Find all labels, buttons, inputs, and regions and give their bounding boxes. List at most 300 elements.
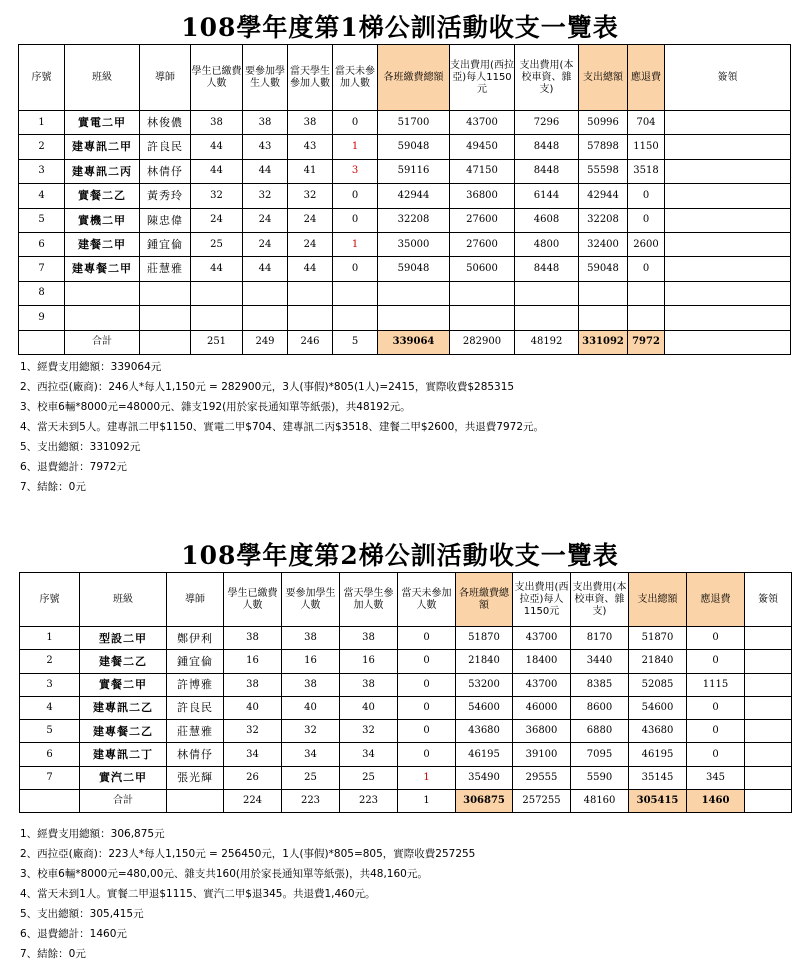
note-line: 3、校車6輛*8000元=480,00元、雜支共160(用於家長通知單等紙張)，共48,160元。	[20, 868, 428, 880]
total-planned: 249	[243, 330, 288, 354]
cell-refund: 0	[687, 627, 745, 650]
total-paid: 224	[224, 790, 282, 813]
cell-teacher: 林俊儂	[140, 111, 191, 135]
cell-expense-total: 21840	[629, 650, 687, 673]
total-fee-total: 339064	[378, 330, 450, 354]
cell-teacher: 鄭伊利	[167, 627, 224, 650]
cell-absent: 0	[398, 696, 456, 719]
cell-refund: 2600	[628, 232, 665, 256]
cell-attended: 25	[340, 766, 398, 789]
cell-expense-vendor: 47150	[450, 159, 515, 183]
cell-expense-vendor: 43700	[450, 111, 515, 135]
note-line: 5、支出總額：305,415元	[20, 908, 144, 920]
cell-teacher: 黃秀玲	[140, 184, 191, 208]
table-row	[19, 111, 791, 135]
cell-expense-vendor: 29555	[513, 766, 571, 789]
cell-absent: 1	[333, 135, 378, 159]
cell-refund: 0	[687, 743, 745, 766]
total-teacher	[167, 790, 224, 813]
total-planned: 223	[282, 790, 340, 813]
header-expense-total: 支出總額	[629, 573, 687, 627]
table-row	[20, 743, 792, 766]
cell-class: 建專訊二丙	[65, 159, 140, 183]
table-row	[20, 696, 792, 719]
cell-expense-vendor	[450, 281, 515, 305]
cell-expense-vendor: 50600	[450, 257, 515, 281]
cell-refund: 345	[687, 766, 745, 789]
cell-attended: 32	[288, 184, 333, 208]
total-teacher	[140, 330, 191, 354]
cell-seq: 7	[20, 766, 80, 789]
cell-absent: 0	[333, 184, 378, 208]
cell-refund: 704	[628, 111, 665, 135]
cell-seq: 8	[19, 281, 65, 305]
cell-paid: 34	[224, 743, 282, 766]
cell-attended: 40	[340, 696, 398, 719]
cell-expense-vendor	[450, 306, 515, 330]
table-row	[20, 766, 792, 789]
cell-class	[65, 306, 140, 330]
cell-paid: 44	[191, 159, 243, 183]
cell-expense-bus: 8170	[571, 627, 629, 650]
cell-planned: 16	[282, 650, 340, 673]
cell-refund: 0	[687, 650, 745, 673]
header-row	[20, 573, 792, 627]
cell-class: 建專訊二丁	[80, 743, 167, 766]
cell-planned	[243, 281, 288, 305]
cell-planned: 44	[243, 257, 288, 281]
cell-teacher: 許博雅	[167, 673, 224, 696]
cell-absent	[333, 281, 378, 305]
table1-notes	[20, 357, 544, 497]
cell-refund: 1115	[687, 673, 745, 696]
cell-fee-total: 54600	[456, 696, 513, 719]
header-teacher: 導師	[167, 573, 224, 627]
cell-paid: 25	[191, 232, 243, 256]
total-signature	[745, 790, 792, 813]
cell-fee-total: 43680	[456, 720, 513, 743]
header-expense-vendor: 支出費用(西拉亞)每人1150元	[513, 573, 571, 627]
cell-refund: 1150	[628, 135, 665, 159]
cell-planned: 32	[282, 720, 340, 743]
cell-signature	[665, 257, 791, 281]
cell-expense-total	[579, 281, 628, 305]
cell-planned: 38	[243, 111, 288, 135]
cell-seq: 1	[20, 627, 80, 650]
cell-refund: 0	[628, 184, 665, 208]
cell-signature	[745, 720, 792, 743]
cell-expense-vendor: 46000	[513, 696, 571, 719]
cell-planned	[243, 306, 288, 330]
total-paid: 251	[191, 330, 243, 354]
cell-fee-total: 46195	[456, 743, 513, 766]
cell-expense-bus: 7296	[515, 111, 579, 135]
total-expense-vendor: 282900	[450, 330, 515, 354]
cell-expense-total: 42944	[579, 184, 628, 208]
cell-class: 建專訊二甲	[65, 135, 140, 159]
cell-attended	[288, 281, 333, 305]
note-line: 4、當天未到1人。實餐二甲退$1115、實汽二甲$退345。共退費1,460元。	[20, 888, 376, 900]
note-line: 6、退費總計：7972元	[20, 461, 127, 473]
cell-attended: 16	[340, 650, 398, 673]
cell-attended: 24	[288, 208, 333, 232]
cell-signature	[665, 208, 791, 232]
table-row	[20, 650, 792, 673]
cell-expense-bus: 8448	[515, 135, 579, 159]
note-line: 2、西拉亞(廠商)：223人*每人1,150元 = 256450元，1人(事假)*805=805，實際收費257255	[20, 848, 476, 860]
header-paid: 學生已繳費人數	[224, 573, 282, 627]
total-signature	[665, 330, 791, 354]
cell-signature	[745, 743, 792, 766]
cell-class: 實機二甲	[65, 208, 140, 232]
header-teacher: 導師	[140, 45, 191, 111]
cell-paid: 16	[224, 650, 282, 673]
table-row	[20, 673, 792, 696]
table-row	[19, 159, 791, 183]
cell-seq: 6	[20, 743, 80, 766]
cell-expense-vendor: 36800	[513, 720, 571, 743]
cell-seq: 6	[19, 232, 65, 256]
total-attended: 246	[288, 330, 333, 354]
cell-paid: 40	[224, 696, 282, 719]
cell-signature	[665, 232, 791, 256]
cell-attended: 24	[288, 232, 333, 256]
cell-class: 實餐二甲	[80, 673, 167, 696]
cell-expense-vendor: 39100	[513, 743, 571, 766]
cell-attended: 32	[340, 720, 398, 743]
cell-signature	[745, 766, 792, 789]
table-row	[19, 184, 791, 208]
cell-expense-total	[579, 306, 628, 330]
total-absent: 1	[398, 790, 456, 813]
cell-planned: 38	[282, 627, 340, 650]
total-expense-vendor: 257255	[513, 790, 571, 813]
header-expense-bus: 支出費用(本校車資、雜支)	[515, 45, 579, 111]
cell-class: 建餐二乙	[80, 650, 167, 673]
total-expense-bus: 48192	[515, 330, 579, 354]
note-line: 3、校車6輛*8000元=48000元、雜支192(用於家長通知單等紙張)，共48192元。	[20, 401, 411, 413]
header-class: 班級	[80, 573, 167, 627]
cell-seq: 3	[19, 159, 65, 183]
cell-attended	[288, 306, 333, 330]
total-expense-total: 305415	[629, 790, 687, 813]
note-line: 6、退費總計：1460元	[20, 928, 127, 940]
cell-expense-bus: 3440	[571, 650, 629, 673]
cell-paid	[191, 306, 243, 330]
cell-absent: 3	[333, 159, 378, 183]
note-line: 4、當天未到5人。建專訊二甲$1150、實電二甲$704、建專訊二丙$3518、建餐二甲$2600，共退費7972元。	[20, 421, 545, 433]
cell-paid: 38	[224, 673, 282, 696]
table-row	[19, 306, 791, 330]
header-refund: 應退費	[628, 45, 665, 111]
cell-expense-vendor: 27600	[450, 208, 515, 232]
cell-expense-total: 54600	[629, 696, 687, 719]
cell-expense-bus: 8448	[515, 159, 579, 183]
header-seq: 序號	[20, 573, 80, 627]
cell-teacher: 莊慧雅	[167, 720, 224, 743]
cell-class	[65, 281, 140, 305]
cell-refund: 0	[628, 208, 665, 232]
cell-expense-total: 35145	[629, 766, 687, 789]
cell-seq: 4	[20, 696, 80, 719]
cell-signature	[745, 673, 792, 696]
cell-teacher: 莊慧雅	[140, 257, 191, 281]
table-row	[19, 135, 791, 159]
table2	[19, 572, 792, 813]
cell-fee-total: 32208	[378, 208, 450, 232]
cell-planned: 25	[282, 766, 340, 789]
cell-expense-total: 32208	[579, 208, 628, 232]
header-planned: 要參加學生人數	[282, 573, 340, 627]
cell-signature	[665, 111, 791, 135]
total-fee-total: 306875	[456, 790, 513, 813]
cell-signature	[665, 306, 791, 330]
cell-expense-vendor: 18400	[513, 650, 571, 673]
cell-fee-total: 35490	[456, 766, 513, 789]
cell-absent: 0	[333, 111, 378, 135]
cell-expense-total: 55598	[579, 159, 628, 183]
cell-paid: 44	[191, 257, 243, 281]
cell-planned: 44	[243, 159, 288, 183]
cell-class: 實電二甲	[65, 111, 140, 135]
cell-paid: 24	[191, 208, 243, 232]
cell-absent: 0	[398, 743, 456, 766]
cell-expense-bus: 8600	[571, 696, 629, 719]
cell-expense-total: 57898	[579, 135, 628, 159]
header-planned: 要參加學生人數	[243, 45, 288, 111]
cell-absent: 1	[398, 766, 456, 789]
cell-signature	[665, 184, 791, 208]
cell-expense-bus: 4800	[515, 232, 579, 256]
cell-paid: 44	[191, 135, 243, 159]
cell-planned: 24	[243, 232, 288, 256]
cell-attended: 34	[340, 743, 398, 766]
cell-class: 建餐二甲	[65, 232, 140, 256]
cell-signature	[665, 135, 791, 159]
note-line: 5、支出總額：331092元	[20, 441, 141, 453]
cell-attended: 44	[288, 257, 333, 281]
cell-expense-vendor: 43700	[513, 627, 571, 650]
cell-fee-total: 21840	[456, 650, 513, 673]
cell-class: 實汽二甲	[80, 766, 167, 789]
cell-seq: 9	[19, 306, 65, 330]
table-row	[20, 627, 792, 650]
cell-expense-total: 46195	[629, 743, 687, 766]
cell-signature	[745, 650, 792, 673]
table-row	[19, 208, 791, 232]
cell-refund	[628, 281, 665, 305]
cell-expense-bus	[515, 306, 579, 330]
cell-paid	[191, 281, 243, 305]
header-expense-total: 支出總額	[579, 45, 628, 111]
header-row	[19, 45, 791, 111]
cell-expense-total: 43680	[629, 720, 687, 743]
cell-seq: 2	[20, 650, 80, 673]
header-absent: 當天未參加人數	[398, 573, 456, 627]
cell-fee-total: 59116	[378, 159, 450, 183]
cell-seq: 2	[19, 135, 65, 159]
total-attended: 223	[340, 790, 398, 813]
cell-expense-bus: 6880	[571, 720, 629, 743]
header-fee-total: 各班繳費總額	[456, 573, 513, 627]
total-absent: 5	[333, 330, 378, 354]
cell-planned: 24	[243, 208, 288, 232]
header-signature: 簽領	[665, 45, 791, 111]
header-fee-total: 各班繳費總額	[378, 45, 450, 111]
cell-fee-total	[378, 281, 450, 305]
cell-class: 建專訊二乙	[80, 696, 167, 719]
note-line: 1、經費支用總額：339064元	[20, 361, 162, 373]
cell-class: 型設二甲	[80, 627, 167, 650]
header-seq: 序號	[19, 45, 65, 111]
header-attended: 當天學生參加人數	[288, 45, 333, 111]
total-row	[20, 790, 792, 813]
table-row	[19, 232, 791, 256]
cell-refund: 0	[628, 257, 665, 281]
cell-seq: 1	[19, 111, 65, 135]
cell-planned: 32	[243, 184, 288, 208]
header-class: 班級	[65, 45, 140, 111]
cell-teacher: 鍾宜倫	[140, 232, 191, 256]
cell-attended: 38	[288, 111, 333, 135]
cell-class: 實餐二乙	[65, 184, 140, 208]
header-refund: 應退費	[687, 573, 745, 627]
total-refund: 7972	[628, 330, 665, 354]
cell-refund	[628, 306, 665, 330]
cell-paid: 38	[191, 111, 243, 135]
cell-teacher: 陳忠偉	[140, 208, 191, 232]
cell-attended: 38	[340, 627, 398, 650]
cell-paid: 32	[191, 184, 243, 208]
cell-teacher: 林倩伃	[140, 159, 191, 183]
cell-absent: 0	[333, 257, 378, 281]
table2-notes	[20, 824, 475, 964]
table1-title: 108學年度第1梯公訓活動收支一覽表	[181, 13, 619, 42]
table-row	[19, 281, 791, 305]
cell-attended: 41	[288, 159, 333, 183]
cell-signature	[665, 159, 791, 183]
total-class: 合計	[65, 330, 140, 354]
cell-attended: 38	[340, 673, 398, 696]
cell-expense-total: 51870	[629, 627, 687, 650]
cell-absent: 0	[398, 673, 456, 696]
cell-seq: 7	[19, 257, 65, 281]
cell-seq: 5	[20, 720, 80, 743]
cell-teacher	[140, 281, 191, 305]
cell-seq: 4	[19, 184, 65, 208]
total-expense-total: 331092	[579, 330, 628, 354]
cell-fee-total	[378, 306, 450, 330]
cell-fee-total: 42944	[378, 184, 450, 208]
table1	[18, 44, 791, 355]
table2-title: 108學年度第2梯公訓活動收支一覽表	[181, 541, 619, 570]
cell-paid: 38	[224, 627, 282, 650]
cell-absent: 1	[333, 232, 378, 256]
cell-paid: 26	[224, 766, 282, 789]
cell-refund: 0	[687, 720, 745, 743]
cell-expense-bus	[515, 281, 579, 305]
cell-expense-bus: 8385	[571, 673, 629, 696]
total-seq	[20, 790, 80, 813]
header-expense-bus: 支出費用(本校車資、雜支)	[571, 573, 629, 627]
cell-teacher: 鍾宜倫	[167, 650, 224, 673]
cell-expense-bus: 5590	[571, 766, 629, 789]
cell-planned: 43	[243, 135, 288, 159]
cell-paid: 32	[224, 720, 282, 743]
cell-absent: 0	[398, 627, 456, 650]
cell-fee-total: 51700	[378, 111, 450, 135]
cell-expense-bus: 8448	[515, 257, 579, 281]
cell-absent: 0	[398, 650, 456, 673]
total-refund: 1460	[687, 790, 745, 813]
header-expense-vendor: 支出費用(西拉亞)每人1150元	[450, 45, 515, 111]
cell-absent: 0	[333, 208, 378, 232]
cell-expense-bus: 4608	[515, 208, 579, 232]
cell-fee-total: 51870	[456, 627, 513, 650]
cell-expense-bus: 6144	[515, 184, 579, 208]
header-signature: 簽領	[745, 573, 792, 627]
note-line: 2、西拉亞(廠商)：246人*每人1,150元 = 282900元，3人(事假)*805(1人)=2415，實際收費$285315	[20, 381, 515, 393]
cell-teacher: 林倩伃	[167, 743, 224, 766]
note-line: 1、經費支用總額：306,875元	[20, 828, 165, 840]
cell-signature	[745, 696, 792, 719]
cell-teacher: 張光輝	[167, 766, 224, 789]
cell-expense-total: 59048	[579, 257, 628, 281]
cell-fee-total: 35000	[378, 232, 450, 256]
cell-attended: 43	[288, 135, 333, 159]
cell-fee-total: 59048	[378, 257, 450, 281]
cell-refund: 3518	[628, 159, 665, 183]
cell-signature	[665, 281, 791, 305]
cell-expense-bus: 7095	[571, 743, 629, 766]
table-row	[20, 720, 792, 743]
cell-absent	[333, 306, 378, 330]
header-absent: 當天未參加人數	[333, 45, 378, 111]
cell-expense-vendor: 49450	[450, 135, 515, 159]
cell-expense-vendor: 27600	[450, 232, 515, 256]
note-line: 7、結餘：0元	[20, 481, 86, 493]
cell-seq: 5	[19, 208, 65, 232]
total-seq	[19, 330, 65, 354]
cell-class: 建專餐二甲	[65, 257, 140, 281]
cell-class: 建專餐二乙	[80, 720, 167, 743]
total-row	[19, 330, 791, 354]
cell-expense-vendor: 43700	[513, 673, 571, 696]
cell-fee-total: 59048	[378, 135, 450, 159]
cell-planned: 40	[282, 696, 340, 719]
cell-planned: 38	[282, 673, 340, 696]
header-attended: 當天學生參加人數	[340, 573, 398, 627]
cell-expense-vendor: 36800	[450, 184, 515, 208]
cell-teacher: 許良民	[140, 135, 191, 159]
note-line: 7、結餘：0元	[20, 948, 86, 960]
total-expense-bus: 48160	[571, 790, 629, 813]
cell-teacher	[140, 306, 191, 330]
cell-expense-total: 50996	[579, 111, 628, 135]
cell-seq: 3	[20, 673, 80, 696]
cell-fee-total: 53200	[456, 673, 513, 696]
table-row	[19, 257, 791, 281]
cell-planned: 34	[282, 743, 340, 766]
cell-expense-total: 32400	[579, 232, 628, 256]
total-class: 合計	[80, 790, 167, 813]
cell-absent: 0	[398, 720, 456, 743]
cell-signature	[745, 627, 792, 650]
header-paid: 學生已繳費人數	[191, 45, 243, 111]
cell-expense-total: 52085	[629, 673, 687, 696]
cell-refund: 0	[687, 696, 745, 719]
cell-teacher: 許良民	[167, 696, 224, 719]
